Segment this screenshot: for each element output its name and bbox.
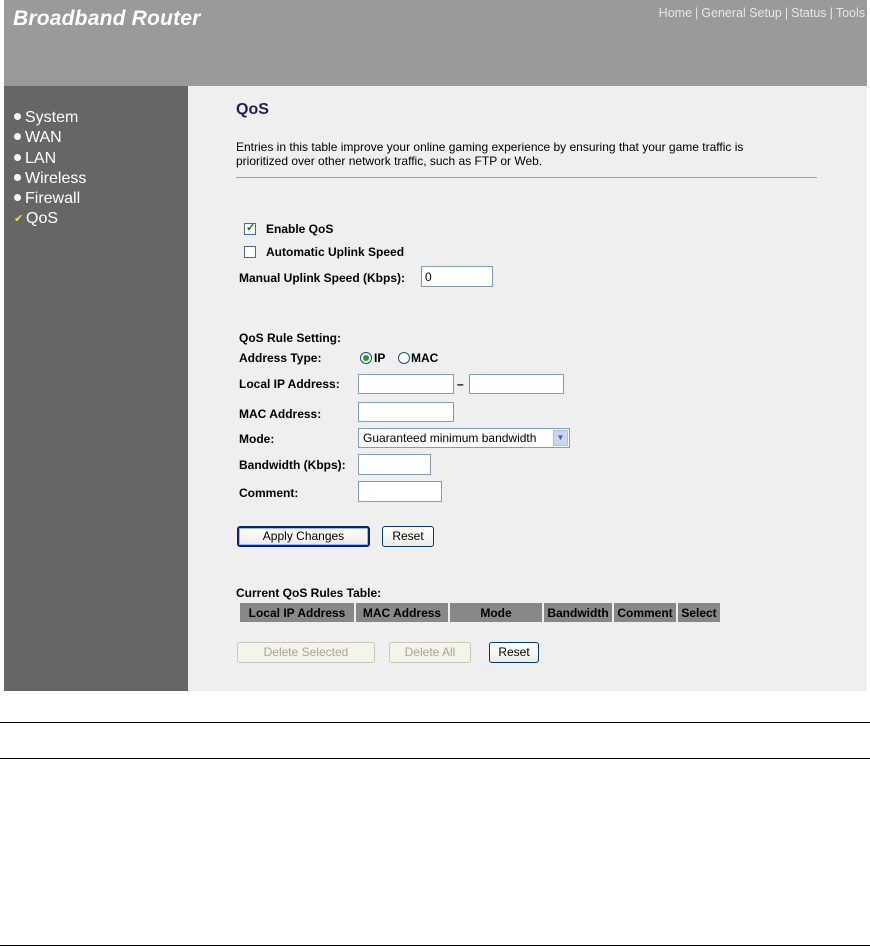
- local-ip-to-input[interactable]: [469, 374, 564, 394]
- bandwidth-label: Bandwidth (Kbps):: [239, 458, 346, 472]
- delete-selected-button[interactable]: Delete Selected: [237, 642, 375, 663]
- column-header-select: Select: [678, 603, 720, 622]
- address-type-label: Address Type:: [239, 351, 322, 365]
- table-header-row: [240, 603, 720, 622]
- mac-address-label: MAC Address:: [239, 407, 322, 421]
- automatic-uplink-speed-checkbox[interactable]: [244, 246, 256, 258]
- address-type-ip-label: IP: [374, 351, 386, 365]
- apply-changes-button[interactable]: Apply Changes: [237, 526, 370, 547]
- sidebar-item-lan[interactable]: [14, 149, 188, 169]
- reset-button[interactable]: Reset: [382, 526, 434, 547]
- column-header-mode: Mode: [450, 603, 542, 622]
- top-nav: [659, 6, 865, 20]
- header-bar: [4, 0, 867, 86]
- sidebar-item-firewall[interactable]: [14, 189, 188, 209]
- manual-uplink-speed-input[interactable]: [421, 266, 493, 287]
- qos-rule-setting-title: QoS Rule Setting:: [239, 331, 341, 345]
- column-header-bandwidth: Bandwidth: [544, 603, 612, 622]
- sidebar-item-wireless[interactable]: [14, 169, 188, 189]
- sidebar-item-label: QoS: [26, 210, 59, 228]
- sidebar-item-label: LAN: [25, 149, 57, 167]
- address-type-mac-radio[interactable]: [398, 352, 410, 364]
- column-header-comment: Comment: [614, 603, 676, 622]
- delete-all-button[interactable]: Delete All: [389, 642, 471, 663]
- bullet-icon: [14, 133, 21, 140]
- page-description: Entries in this table improve your online gaming experience by ensuring that your game traffic is prioritized over other network traffic, such as FTP or Web.: [236, 140, 744, 168]
- nav-separator: |: [829, 6, 833, 20]
- address-type-ip-radio[interactable]: [360, 352, 372, 364]
- column-header-local-ip: Local IP Address: [240, 603, 354, 622]
- enable-qos-label: Enable QoS: [266, 222, 334, 236]
- mode-select[interactable]: [358, 428, 570, 448]
- comment-label: Comment:: [239, 486, 299, 500]
- mac-address-input[interactable]: [358, 402, 454, 422]
- nav-separator: |: [695, 6, 699, 20]
- sidebar-item-label: WAN: [25, 129, 62, 147]
- bandwidth-input[interactable]: [358, 454, 431, 475]
- page-rule: [0, 945, 870, 946]
- sidebar-item-label: System: [25, 109, 79, 126]
- enable-qos-checkbox[interactable]: [244, 223, 256, 235]
- bullet-icon: [14, 113, 21, 120]
- checkmark-icon: ✓: [246, 222, 256, 234]
- mode-label: Mode:: [239, 432, 275, 446]
- sidebar-item-label: Firewall: [25, 190, 81, 208]
- chevron-down-icon[interactable]: ▼: [553, 430, 568, 446]
- table-reset-button[interactable]: Reset: [489, 642, 539, 663]
- local-ip-address-label: Local IP Address:: [239, 377, 340, 391]
- ip-range-separator: –: [457, 377, 464, 391]
- page-rule: [0, 722, 870, 723]
- divider: [236, 177, 817, 178]
- bullet-icon: [14, 154, 21, 161]
- sidebar-item-label: Wireless: [25, 169, 87, 187]
- manual-uplink-speed-label: Manual Uplink Speed (Kbps):: [239, 271, 406, 285]
- column-header-mac-address: MAC Address: [356, 603, 448, 622]
- main-content: [188, 86, 867, 691]
- nav-separator: |: [784, 6, 789, 20]
- bullet-icon: [14, 174, 21, 181]
- page-title: QoS: [236, 101, 269, 118]
- mode-selected-value: Guaranteed minimum bandwidth: [363, 431, 537, 445]
- sidebar-item-wan[interactable]: [14, 128, 188, 148]
- sidebar-item-system[interactable]: [14, 108, 188, 128]
- nav-general-setup-link[interactable]: General Setup: [701, 6, 782, 20]
- nav-home-link[interactable]: Home: [658, 6, 693, 20]
- sidebar: [4, 86, 188, 691]
- sidebar-item-qos[interactable]: [14, 209, 188, 229]
- nav-tools-link[interactable]: Tools: [835, 6, 865, 20]
- sidebar-menu: [4, 86, 188, 230]
- comment-input[interactable]: [358, 481, 442, 502]
- rules-table-title: Current QoS Rules Table:: [236, 586, 382, 600]
- address-type-mac-label: MAC: [411, 351, 439, 365]
- brand-title: Broadband Router: [13, 7, 201, 30]
- bullet-icon: [14, 194, 21, 201]
- router-admin-frame: [4, 0, 867, 691]
- qos-rules-table: [238, 603, 722, 622]
- local-ip-from-input[interactable]: [358, 374, 454, 394]
- automatic-uplink-speed-label: Automatic Uplink Speed: [266, 245, 405, 259]
- radio-selected-dot: [363, 355, 369, 361]
- checkmark-icon: ✔: [14, 213, 24, 226]
- nav-status-link[interactable]: Status: [791, 6, 827, 20]
- page-rule: [0, 758, 870, 759]
